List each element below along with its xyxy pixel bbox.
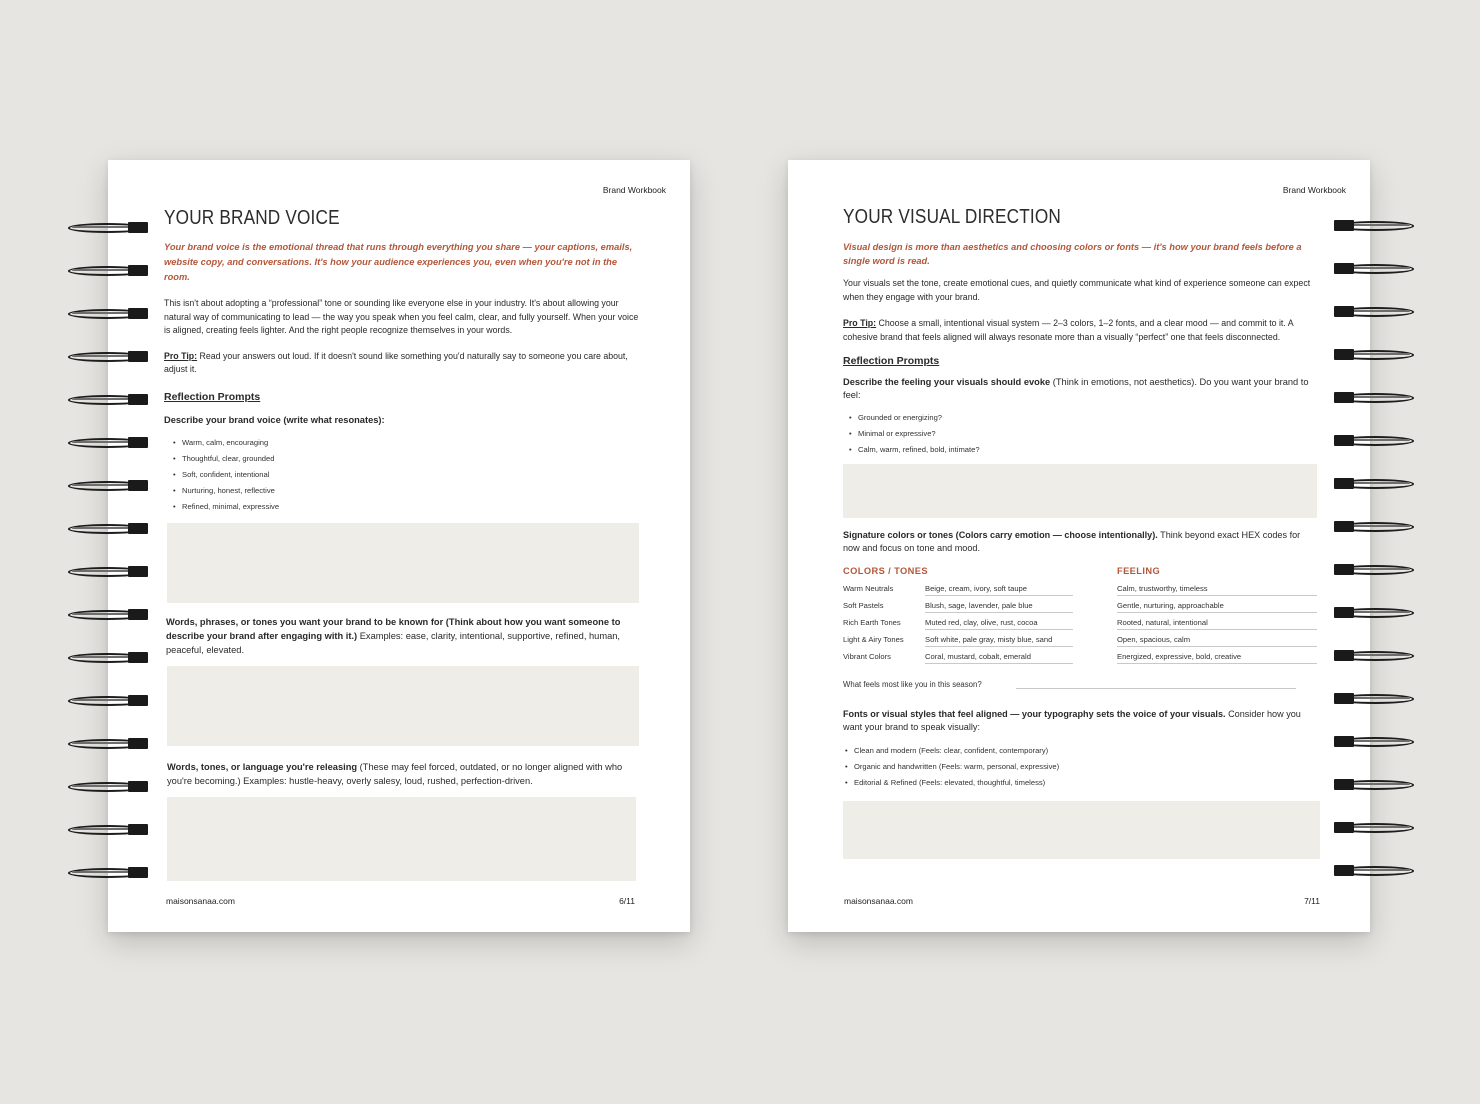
right-notebook-page	[788, 160, 1370, 932]
tone-values: Coral, mustard, cobalt, emerald	[925, 652, 1073, 664]
feeling-row	[1117, 601, 1317, 618]
prompt-3-text: Consider how you want your brand to speak visually:	[843, 709, 1301, 732]
feeling-value: Energized, expressive, bold, creative	[1117, 652, 1317, 664]
prompt-3-options	[845, 743, 1315, 791]
prompt-1-text: (Think in emotions, not aesthetics). Do you want your brand to feel:	[843, 377, 1309, 400]
feeling-value: Calm, trustworthy, timeless	[1117, 584, 1317, 596]
page-footer	[844, 896, 1320, 906]
tone-table	[843, 566, 1315, 669]
body-text: This isn't about adopting a “professional” tone or sounding like everyone else in your industry. It's about allowing your natural way of communicating to lead — the way you speak when you feel calm, clear, and fully yourself. When your voice is aligned, creating feels lighter. And the right people recognize themselves in your words.	[164, 298, 639, 335]
spiral-coil	[68, 822, 148, 836]
spiral-coil	[1334, 863, 1414, 877]
page-footer	[166, 896, 635, 906]
spiral-coil	[68, 349, 148, 363]
season-question: What feels most like you in this season?	[843, 680, 982, 689]
option-item: • Minimal or expressive?	[849, 426, 1315, 442]
option-item: • Grounded or energizing?	[849, 410, 1315, 426]
spiral-coil	[68, 435, 148, 449]
tone-name: Light & Airy Tones	[843, 635, 904, 644]
answer-box-2[interactable]	[167, 666, 639, 746]
prompt-3-bold: Fonts or visual styles that feel aligned — your typography sets the voice of your visuals.	[843, 709, 1226, 719]
option-item: • Nurturing, honest, reflective	[173, 483, 642, 499]
option-item: • Refined, minimal, expressive	[173, 499, 642, 515]
body-text: Your visuals set the tone, create emotional cues, and quietly communicate what kind of experience someone can expect when they engage with your brand.	[843, 278, 1311, 302]
intro-text: Your brand voice is the emotional thread that runs through everything you share — your captions, emails, website copy, and conversations. It's how your audience experiences you, even when you're not in the room.	[164, 242, 633, 282]
feeling-row	[1117, 635, 1317, 652]
spiral-coil	[1334, 820, 1414, 834]
feeling-column	[1117, 566, 1317, 669]
intro-text: Visual design is more than aesthetics and choosing colors or fonts — it's how your brand feels before a single word is read.	[843, 242, 1302, 266]
tone-name: Rich Earth Tones	[843, 618, 901, 627]
header-label: Brand Workbook	[1282, 185, 1346, 195]
spiral-coil	[1334, 347, 1414, 361]
feeling-row	[1117, 652, 1317, 669]
tone-name: Soft Pastels	[843, 601, 884, 610]
tone-name: Warm Neutrals	[843, 584, 894, 593]
spiral-coil	[1334, 777, 1414, 791]
spiral-coil	[68, 220, 148, 234]
page-title: YOUR BRAND VOICE	[164, 207, 340, 229]
left-notebook-page	[108, 160, 690, 932]
option-item: • Thoughtful, clear, grounded	[173, 451, 642, 467]
feeling-rows	[1117, 584, 1317, 669]
header-label: Brand Workbook	[602, 185, 666, 195]
feeling-row	[1117, 618, 1317, 635]
prompt-3-text: (These may feel forced, outdated, or no longer aligned with who you're becoming.) Examples: hustle-heavy, overly salesy, loud, rushed, perfection-driven.	[167, 761, 623, 786]
spiral-coil	[1334, 390, 1414, 404]
spiral-coil	[68, 478, 148, 492]
spiral-coil	[1334, 648, 1414, 662]
option-item: • Calm, warm, refined, bold, intimate?	[849, 442, 1315, 458]
spiral-coil	[68, 306, 148, 320]
answer-box-3[interactable]	[167, 797, 636, 881]
prompt-2-bold: Signature colors or tones (Colors carry emotion — choose intentionally).	[843, 530, 1158, 540]
season-question-row	[843, 680, 1315, 689]
answer-box-1[interactable]	[843, 464, 1317, 518]
footer-site: maisonsanaa.com	[166, 896, 235, 906]
option-item: • Soft, confident, intentional	[173, 467, 642, 483]
pro-tip-text: Read your answers out loud. If it doesn't sound like something you'd naturally say to someone you care about, adjust it.	[164, 350, 628, 374]
spiral-coil	[68, 865, 148, 879]
tone-values: Beige, cream, ivory, soft taupe	[925, 584, 1073, 596]
prompt-2-bold: Words, phrases, or tones you want your brand to be known for (Think about how you want someone to describe your brand after engaging with it.)	[166, 616, 621, 641]
prompt-1-options	[173, 435, 642, 516]
prompt-2-text: Examples: ease, clarity, intentional, supportive, refined, human, peaceful, elevated.	[166, 630, 620, 655]
spiral-coil	[68, 736, 148, 750]
option-item: • Warm, calm, encouraging	[173, 435, 642, 451]
spiral-coil	[1334, 304, 1414, 318]
tone-row	[843, 652, 1117, 669]
tone-values: Soft white, pale gray, misty blue, sand	[925, 635, 1073, 647]
pro-tip	[164, 350, 642, 377]
answer-box-3[interactable]	[843, 801, 1320, 859]
spiral-coil	[68, 693, 148, 707]
spiral-coil	[1334, 519, 1414, 533]
spiral-coil	[1334, 433, 1414, 447]
feeling-row	[1117, 584, 1317, 601]
option-item: • Editorial & Refined (Feels: elevated, thoughtful, timeless)	[845, 775, 1315, 791]
spiral-coil	[1334, 691, 1414, 705]
answer-box-1[interactable]	[167, 523, 639, 603]
spiral-coil	[1334, 218, 1414, 232]
prompt-2	[843, 529, 1315, 555]
pro-tip-label: Pro Tip:	[164, 350, 198, 361]
feeling-heading: FEELING	[1117, 566, 1161, 576]
footer-site: maisonsanaa.com	[844, 896, 913, 906]
footer-page-number: 6/11	[619, 896, 635, 906]
prompt-2	[166, 615, 642, 657]
spiral-coil	[68, 521, 148, 535]
tone-row	[843, 635, 1117, 652]
season-answer-line[interactable]	[1016, 688, 1296, 689]
tone-values: Muted red, clay, olive, rust, cocoa	[925, 618, 1073, 630]
pro-tip-text: Choose a small, intentional visual system — 2–3 colors, 1–2 fonts, and a clear mood — and commit to it. A cohesive brand that feels aligned will always resonate more than a visually “perfect” one that feels disconnected.	[843, 318, 1294, 342]
tone-row	[843, 601, 1117, 618]
prompt-1	[843, 376, 1315, 402]
page-content	[843, 206, 1315, 859]
option-item: • Clean and modern (Feels: clear, confident, contemporary)	[845, 743, 1315, 759]
colors-heading: COLORS / TONES	[843, 566, 928, 576]
feeling-value: Rooted, natural, intentional	[1117, 618, 1317, 630]
pro-tip-label: Pro Tip:	[843, 318, 877, 328]
spiral-coil	[1334, 562, 1414, 576]
page-content	[164, 207, 642, 881]
spiral-coil	[68, 564, 148, 578]
footer-page-number: 7/11	[1304, 896, 1320, 906]
tone-row	[843, 584, 1117, 601]
tone-values: Blush, sage, lavender, pale blue	[925, 601, 1073, 613]
spiral-coil	[1334, 261, 1414, 275]
prompt-1-text: Describe your brand voice (write what resonates):	[164, 414, 385, 425]
spiral-coil	[68, 779, 148, 793]
spiral-coil	[1334, 605, 1414, 619]
tone-row	[843, 618, 1117, 635]
prompt-3	[167, 760, 642, 788]
spiral-coil	[68, 650, 148, 664]
tone-name: Vibrant Colors	[843, 652, 891, 661]
spiral-coil	[1334, 734, 1414, 748]
prompt-1-bold: Describe the feeling your visuals should evoke	[843, 377, 1051, 387]
tone-rows	[843, 584, 1117, 669]
spiral-coil	[68, 392, 148, 406]
feeling-value: Open, spacious, calm	[1117, 635, 1317, 647]
feeling-value: Gentle, nurturing, approachable	[1117, 601, 1317, 613]
prompt-1-options	[849, 410, 1315, 458]
tones-column	[843, 566, 1117, 669]
spiral-coil	[1334, 476, 1414, 490]
pro-tip	[843, 317, 1315, 344]
prompt-3	[843, 708, 1315, 734]
option-item: • Organic and handwritten (Feels: warm, personal, expressive)	[845, 759, 1315, 775]
prompt-1	[164, 414, 642, 427]
prompt-3-bold: Words, tones, or language you're releasing	[167, 761, 358, 772]
page-title: YOUR VISUAL DIRECTION	[843, 206, 1062, 228]
section-heading: Reflection Prompts	[843, 355, 940, 367]
section-heading: Reflection Prompts	[164, 390, 261, 403]
spiral-coil	[68, 263, 148, 277]
prompt-2-text: Think beyond exact HEX codes for now and focus on tone and mood.	[843, 530, 1301, 553]
spiral-coil	[68, 607, 148, 621]
